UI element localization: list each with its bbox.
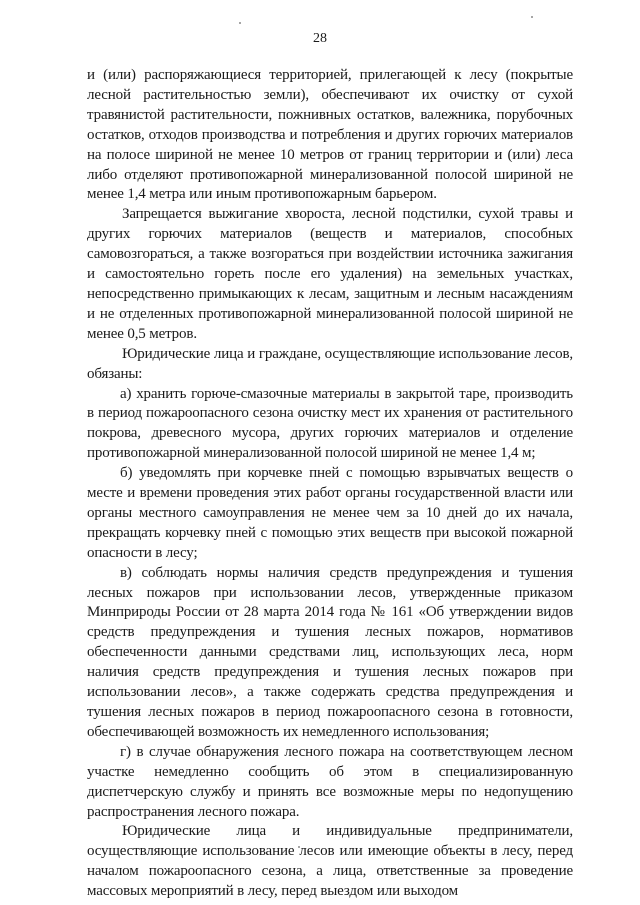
paragraph-burning-prohibition: Запрещается выжигание хвороста, лесной подстилки, сухой травы и других горючих материалов (веществ и материалов, способных самовозгораться, а также возгораться при воздействии источника зажигания и самостоятельно гореть после его удаления) на земельных участках, непосредственно примыкающих к лесам, защитным и лесным насаждениям и не отделенных противопожарной минерализованной полосой шириной не менее 0,5 метров. xyxy=(87,206,573,342)
list-item-a: а) хранить горюче-смазочные материалы в закрытой таре, производить в период пожароопасного сезона очистку мест их хранения от растительного покрова, древесного мусора, других горючих материалов и отделение противопожарной минерализованной полосой шириной не менее 1,4 м; xyxy=(87,385,573,462)
list-item-g: г) в случае обнаружения лесного пожара на соответствующем лесном участке немедленно сообщить об этом в специализированную диспетчерскую службу и принять все возможные меры по недопущению распространения лесного пожара. xyxy=(87,743,573,820)
paragraph-obligations-intro: Юридические лица и граждане, осуществляющие использование лесов, обязаны: xyxy=(87,345,573,382)
document-body xyxy=(87,66,573,902)
scan-speck xyxy=(531,16,533,18)
page-number: 28 xyxy=(313,31,327,46)
paragraph-entrepreneurs: Юридические лица и индивидуальные предприниматели, осуществляющие использование лесов или имеющие объекты в лесу, перед началом пожароопасного сезона, а лица, ответственные за проведение массовых мероприятий в лесу, перед выездом или выходом xyxy=(87,823,573,900)
list-item-b: б) уведомлять при корчевке пней с помощью взрывчатых веществ о месте и времени проведения этих работ органы государственной власти или органы местного самоуправления не менее чем за 10 дней до их начала, прекращать корчевку пней с помощью этих веществ при высокой пожарной опасности в лесу; xyxy=(87,465,573,561)
list-item-v: в) соблюдать нормы наличия средств предупреждения и тушения лесных пожаров при использовании лесов, утвержденные приказом Минприроды России от 28 марта 2014 года № 161 «Об утверждении видов средств предупреждения и тушения лесных пожаров, нормативов обеспеченности данными средствами лиц, использующих леса, норм наличия средств предупреждения и тушения лесных пожаров при использовании лесов», а также содержать средства предупреждения и тушения лесных пожаров в период пожароопасного сезона в готовности, обеспечивающей возможность их немедленного использования; xyxy=(87,564,573,740)
paragraph-continuation: и (или) распоряжающиеся территорией, прилегающей к лесу (покрытые лесной растительностью земли), обеспечивают их очистку от сухой травянистой растительности, пожнивных остатков, валежника, порубочных остатков, отходов производства и потребления и других горючих материалов на полосе шириной не менее 10 метров от границ территории и (или) леса либо отделяют противопожарной минерализованной полосой шириной не менее 1,4 метра или иным противопожарным барьером. xyxy=(87,67,573,203)
scan-speck xyxy=(239,22,241,24)
